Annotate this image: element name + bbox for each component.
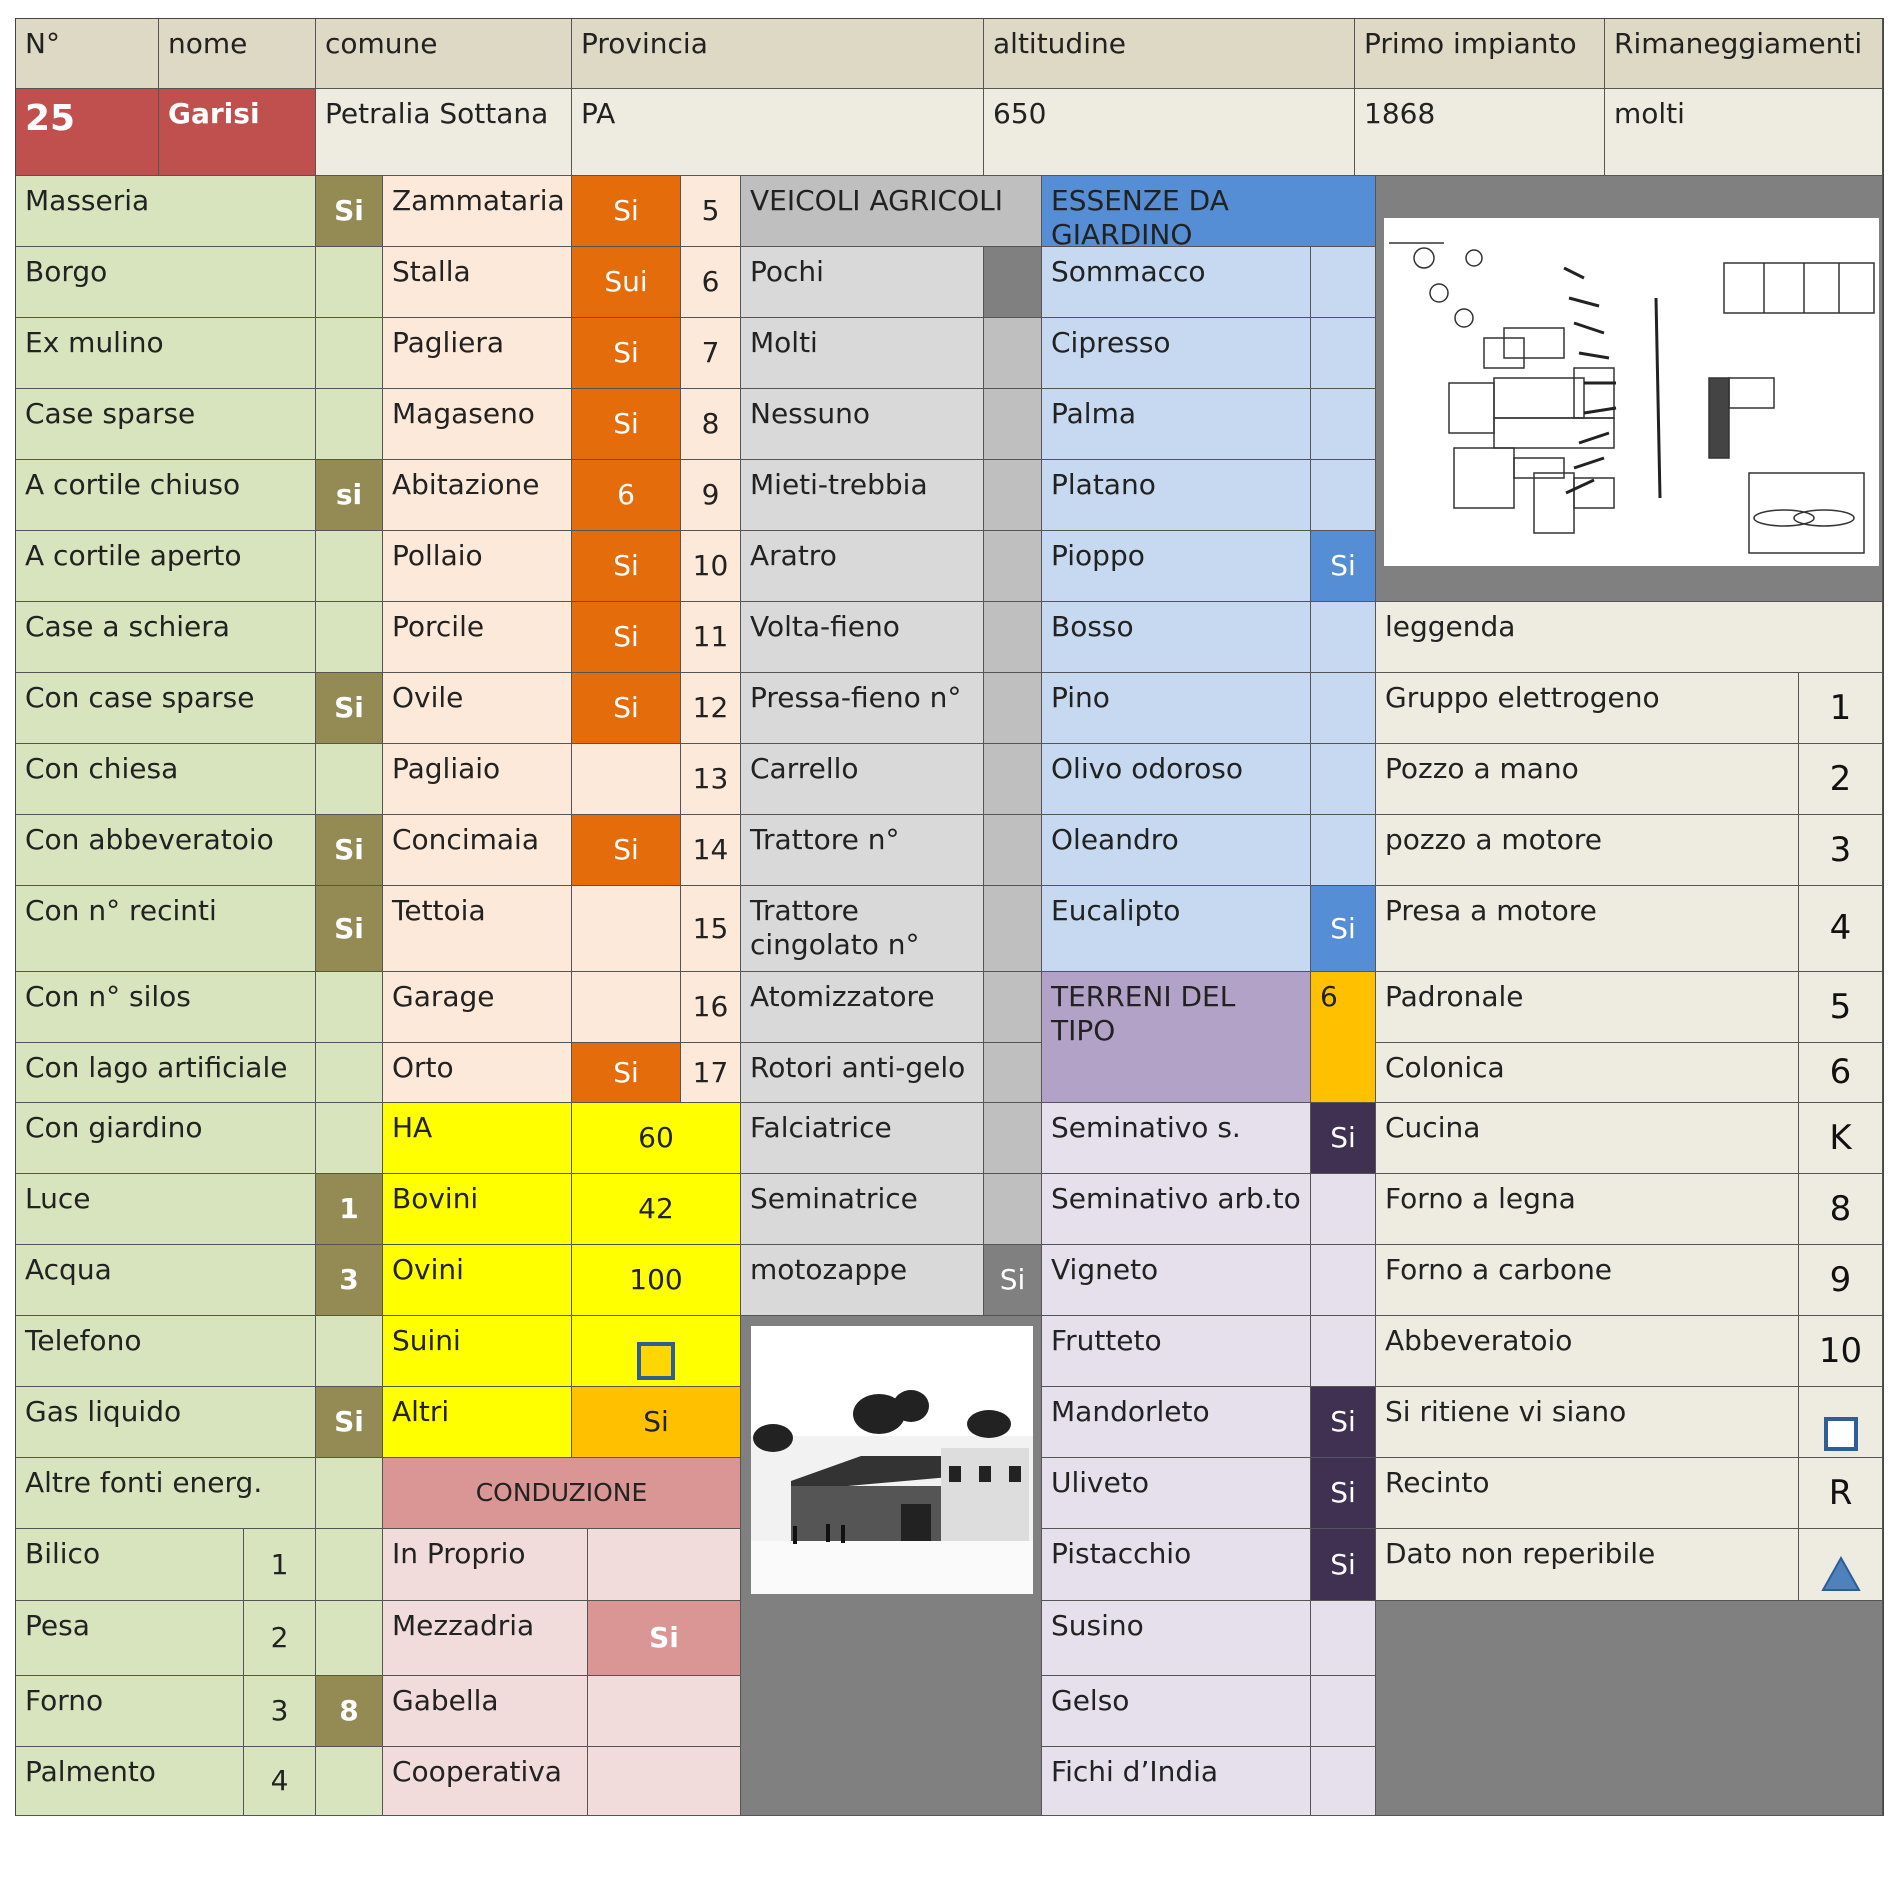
- building-label: Tettoia: [383, 886, 572, 972]
- conduzione-label: In Proprio: [383, 1529, 588, 1601]
- land-value: [1311, 1747, 1376, 1816]
- legend-label: Si ritiene vi siano: [1376, 1387, 1799, 1458]
- feature-label: Con case sparse: [16, 673, 316, 744]
- building-label: Zammataria: [383, 176, 572, 247]
- conduzione-label: Mezzadria: [383, 1601, 588, 1676]
- vehicle-label: motozappe: [741, 1245, 984, 1316]
- building-value: 6: [572, 460, 681, 531]
- building-value: Si: [572, 531, 681, 602]
- building-number: 12: [681, 673, 741, 744]
- legend-label: Recinto: [1376, 1458, 1799, 1529]
- vehicle-value: [984, 744, 1042, 815]
- tree-value: Si: [1311, 531, 1376, 602]
- feature-value: [316, 318, 383, 389]
- land-value: Si: [1311, 1387, 1376, 1458]
- vehicle-value: [984, 815, 1042, 886]
- legend-label: pozzo a motore: [1376, 815, 1799, 886]
- building-label: Concimaia: [383, 815, 572, 886]
- legend-label: Forno a carbone: [1376, 1245, 1799, 1316]
- land-label: Vigneto: [1042, 1245, 1311, 1316]
- legend-code: 5: [1799, 972, 1883, 1043]
- legend-code: K: [1799, 1103, 1883, 1174]
- legend-title: leggenda: [1376, 602, 1883, 673]
- feature-value: [316, 602, 383, 673]
- tree-label: Pioppo: [1042, 531, 1311, 602]
- feature-label: Case a schiera: [16, 602, 316, 673]
- feature-label: Acqua: [16, 1245, 316, 1316]
- building-value: Sui: [572, 247, 681, 318]
- feature-label: Con giardino: [16, 1103, 316, 1174]
- land-value: [1311, 1174, 1376, 1245]
- terreni-title: TERRENI DEL TIPO: [1042, 972, 1311, 1103]
- feature-label: Masseria: [16, 176, 316, 247]
- feature-label: Con n° silos: [16, 972, 316, 1043]
- tree-value: [1311, 318, 1376, 389]
- feature-value: Si: [316, 673, 383, 744]
- vehicle-label: Volta-fieno: [741, 602, 984, 673]
- vehicle-label: Mieti-trebbia: [741, 460, 984, 531]
- conduzione-value: [588, 1676, 741, 1747]
- header-label: N°: [16, 19, 159, 89]
- feature-label: Con lago artificiale: [16, 1043, 316, 1103]
- conduzione-value: Si: [588, 1601, 741, 1676]
- building-value: Si: [572, 389, 681, 460]
- blue-square-icon: [1824, 1417, 1858, 1451]
- header-label: Provincia: [572, 19, 984, 89]
- vehicle-label: Trattore n°: [741, 815, 984, 886]
- header-label: Primo impianto: [1355, 19, 1605, 89]
- building-label: Stalla: [383, 247, 572, 318]
- building-value: [572, 744, 681, 815]
- facility-label: Forno: [16, 1676, 244, 1747]
- land-value: [1311, 1245, 1376, 1316]
- vehicle-value: [984, 602, 1042, 673]
- feature-label: Telefono: [16, 1316, 316, 1387]
- vehicle-label: Carrello: [741, 744, 984, 815]
- building-value: Si: [572, 1043, 681, 1103]
- vehicle-value: [984, 886, 1042, 972]
- vehicle-value: [984, 972, 1042, 1043]
- land-value: [1311, 1676, 1376, 1747]
- building-number: 8: [681, 389, 741, 460]
- vehicle-value: Si: [984, 1245, 1042, 1316]
- land-value: [1311, 1601, 1376, 1676]
- tree-value: Si: [1311, 886, 1376, 972]
- land-label: Seminativo arb.to: [1042, 1174, 1311, 1245]
- land-label: Susino: [1042, 1601, 1311, 1676]
- tree-label: Eucalipto: [1042, 886, 1311, 972]
- facility-value: [316, 1747, 383, 1816]
- feature-value: 1: [316, 1174, 383, 1245]
- building-number: 6: [681, 247, 741, 318]
- tree-label: Bosso: [1042, 602, 1311, 673]
- feature-value: [316, 1458, 383, 1529]
- tree-label: Olivo odoroso: [1042, 744, 1311, 815]
- tree-label: Sommacco: [1042, 247, 1311, 318]
- feature-label: Borgo: [16, 247, 316, 318]
- building-number: 5: [681, 176, 741, 247]
- land-label: Pistacchio: [1042, 1529, 1311, 1601]
- feature-label: A cortile aperto: [16, 531, 316, 602]
- feature-label: Case sparse: [16, 389, 316, 460]
- conduzione-value: [588, 1529, 741, 1601]
- land-label: Gelso: [1042, 1676, 1311, 1747]
- blue-triangle-icon: [1821, 1556, 1861, 1592]
- vehicle-label: Rotori anti-gelo: [741, 1043, 984, 1103]
- building-number: 11: [681, 602, 741, 673]
- feature-label: Con chiesa: [16, 744, 316, 815]
- feature-value: Si: [316, 176, 383, 247]
- legend-code: 1: [1799, 673, 1883, 744]
- tree-label: Palma: [1042, 389, 1311, 460]
- building-label: Garage: [383, 972, 572, 1043]
- feature-value: Si: [316, 815, 383, 886]
- tree-value: [1311, 389, 1376, 460]
- land-value: Si: [1311, 1458, 1376, 1529]
- legend-code: 6: [1799, 1043, 1883, 1103]
- photo-area: [741, 1316, 1042, 1816]
- facility-label: Palmento: [16, 1747, 244, 1816]
- feature-label: Luce: [16, 1174, 316, 1245]
- vehicle-label: Falciatrice: [741, 1103, 984, 1174]
- tree-value: [1311, 460, 1376, 531]
- feature-value: [316, 1043, 383, 1103]
- facility-number: 4: [244, 1747, 316, 1816]
- land-label: Seminativo s.: [1042, 1103, 1311, 1174]
- land-label: Fichi d’India: [1042, 1747, 1311, 1816]
- building-value: Si: [572, 318, 681, 389]
- facility-value: [316, 1529, 383, 1601]
- veicoli-title: VEICOLI AGRICOLI: [741, 176, 1042, 247]
- legend-label: Abbeveratoio: [1376, 1316, 1799, 1387]
- facility-label: Bilico: [16, 1529, 244, 1601]
- legend-label: Padronale: [1376, 972, 1799, 1043]
- vehicle-value: [984, 1043, 1042, 1103]
- facility-number: 1: [244, 1529, 316, 1601]
- feature-label: Gas liquido: [16, 1387, 316, 1458]
- facility-label: Pesa: [16, 1601, 244, 1676]
- vehicle-label: Nessuno: [741, 389, 984, 460]
- feature-value: [316, 1103, 383, 1174]
- legend-label: Pozzo a mano: [1376, 744, 1799, 815]
- feature-label: Ex mulino: [16, 318, 316, 389]
- vehicle-value: [984, 531, 1042, 602]
- building-label: Pagliera: [383, 318, 572, 389]
- livestock-label: Bovini: [383, 1174, 572, 1245]
- header-label: Rimaneggiamenti: [1605, 19, 1883, 89]
- feature-label: Altre fonti energ.: [16, 1458, 316, 1529]
- legend-label: Colonica: [1376, 1043, 1799, 1103]
- building-value: [572, 886, 681, 972]
- building-label: Pagliaio: [383, 744, 572, 815]
- livestock-label: Suini: [383, 1316, 572, 1387]
- livestock-value: 42: [572, 1174, 741, 1245]
- header-label: altitudine: [984, 19, 1355, 89]
- legend-code: 3: [1799, 815, 1883, 886]
- feature-value: [316, 389, 383, 460]
- vehicle-label: Pressa-fieno n°: [741, 673, 984, 744]
- building-label: Orto: [383, 1043, 572, 1103]
- feature-label: A cortile chiuso: [16, 460, 316, 531]
- building-label: Ovile: [383, 673, 572, 744]
- vehicle-label: Molti: [741, 318, 984, 389]
- header-value: PA: [572, 89, 984, 176]
- livestock-value: [572, 1316, 741, 1387]
- legend-code: 10: [1799, 1316, 1883, 1387]
- feature-value: Si: [316, 1387, 383, 1458]
- facility-number: 3: [244, 1676, 316, 1747]
- vehicle-value: [984, 1174, 1042, 1245]
- feature-value: si: [316, 460, 383, 531]
- tree-value: [1311, 602, 1376, 673]
- livestock-label: Altri: [383, 1387, 572, 1458]
- record-number: 25: [16, 89, 159, 176]
- facility-number: 2: [244, 1601, 316, 1676]
- legend-code: 4: [1799, 886, 1883, 972]
- building-value: Si: [572, 602, 681, 673]
- tree-label: Pino: [1042, 673, 1311, 744]
- feature-value: [316, 1316, 383, 1387]
- farm-record-sheet: [15, 18, 1884, 1816]
- site-plan-area: [1376, 176, 1883, 602]
- livestock-value: Si: [572, 1387, 741, 1458]
- feature-value: 3: [316, 1245, 383, 1316]
- header-value: 650: [984, 89, 1355, 176]
- building-number: 15: [681, 886, 741, 972]
- feature-value: Si: [316, 886, 383, 972]
- record-name: Garisi: [159, 89, 316, 176]
- legend-label: Cucina: [1376, 1103, 1799, 1174]
- header-label: comune: [316, 19, 572, 89]
- land-value: [1311, 1316, 1376, 1387]
- header-label: nome: [159, 19, 316, 89]
- building-number: 17: [681, 1043, 741, 1103]
- tree-label: Oleandro: [1042, 815, 1311, 886]
- land-value: Si: [1311, 1103, 1376, 1174]
- feature-value: [316, 972, 383, 1043]
- terreni-value: 6: [1311, 972, 1376, 1103]
- farmhouse-photo: [751, 1326, 1033, 1594]
- legend-code: R: [1799, 1458, 1883, 1529]
- facility-value: [316, 1601, 383, 1676]
- land-label: Frutteto: [1042, 1316, 1311, 1387]
- vehicle-label: Atomizzatore: [741, 972, 984, 1043]
- vehicle-label: Trattore cingolato n°: [741, 886, 984, 972]
- vehicle-value: [984, 673, 1042, 744]
- land-label: Mandorleto: [1042, 1387, 1311, 1458]
- vehicle-value: [984, 247, 1042, 318]
- legend-code: 2: [1799, 744, 1883, 815]
- blue-square-icon: [637, 1342, 675, 1380]
- feature-value: [316, 531, 383, 602]
- tree-value: [1311, 673, 1376, 744]
- vehicle-label: Aratro: [741, 531, 984, 602]
- vehicle-value: [984, 318, 1042, 389]
- tree-value: [1311, 815, 1376, 886]
- legend-label: Dato non reperibile: [1376, 1529, 1799, 1601]
- vehicle-label: Pochi: [741, 247, 984, 318]
- building-number: 10: [681, 531, 741, 602]
- livestock-label: Ovini: [383, 1245, 572, 1316]
- livestock-value: 100: [572, 1245, 741, 1316]
- legend-code: 8: [1799, 1174, 1883, 1245]
- building-value: Si: [572, 176, 681, 247]
- livestock-value: 60: [572, 1103, 741, 1174]
- building-value: Si: [572, 673, 681, 744]
- livestock-label: HA: [383, 1103, 572, 1174]
- legend-code: [1799, 1529, 1883, 1601]
- vehicle-value: [984, 389, 1042, 460]
- legend-code: 9: [1799, 1245, 1883, 1316]
- header-value: Petralia Sottana: [316, 89, 572, 176]
- empty-block: [1376, 1601, 1883, 1816]
- tree-value: [1311, 744, 1376, 815]
- feature-value: [316, 247, 383, 318]
- building-number: 14: [681, 815, 741, 886]
- feature-label: Con n° recinti: [16, 886, 316, 972]
- building-value: [572, 972, 681, 1043]
- tree-label: Platano: [1042, 460, 1311, 531]
- header-value: 1868: [1355, 89, 1605, 176]
- tree-label: Cipresso: [1042, 318, 1311, 389]
- building-number: 13: [681, 744, 741, 815]
- legend-code: [1799, 1387, 1883, 1458]
- conduzione-label: Gabella: [383, 1676, 588, 1747]
- site-plan-drawing: [1384, 218, 1879, 566]
- building-number: 16: [681, 972, 741, 1043]
- conduzione-title: CONDUZIONE: [383, 1458, 741, 1529]
- building-label: Pollaio: [383, 531, 572, 602]
- building-label: Magaseno: [383, 389, 572, 460]
- tree-value: [1311, 247, 1376, 318]
- legend-label: Gruppo elettrogeno: [1376, 673, 1799, 744]
- vehicle-value: [984, 460, 1042, 531]
- legend-label: Forno a legna: [1376, 1174, 1799, 1245]
- essenze-title: ESSENZE DA GIARDINO: [1042, 176, 1376, 247]
- building-label: Abitazione: [383, 460, 572, 531]
- building-value: Si: [572, 815, 681, 886]
- legend-label: Presa a motore: [1376, 886, 1799, 972]
- header-value: molti: [1605, 89, 1883, 176]
- feature-label: Con abbeveratoio: [16, 815, 316, 886]
- land-value: Si: [1311, 1529, 1376, 1601]
- conduzione-label: Cooperativa: [383, 1747, 588, 1816]
- building-number: 9: [681, 460, 741, 531]
- building-number: 7: [681, 318, 741, 389]
- conduzione-value: [588, 1747, 741, 1816]
- building-label: Porcile: [383, 602, 572, 673]
- facility-value: 8: [316, 1676, 383, 1747]
- land-label: Uliveto: [1042, 1458, 1311, 1529]
- vehicle-value: [984, 1103, 1042, 1174]
- vehicle-label: Seminatrice: [741, 1174, 984, 1245]
- feature-value: [316, 744, 383, 815]
